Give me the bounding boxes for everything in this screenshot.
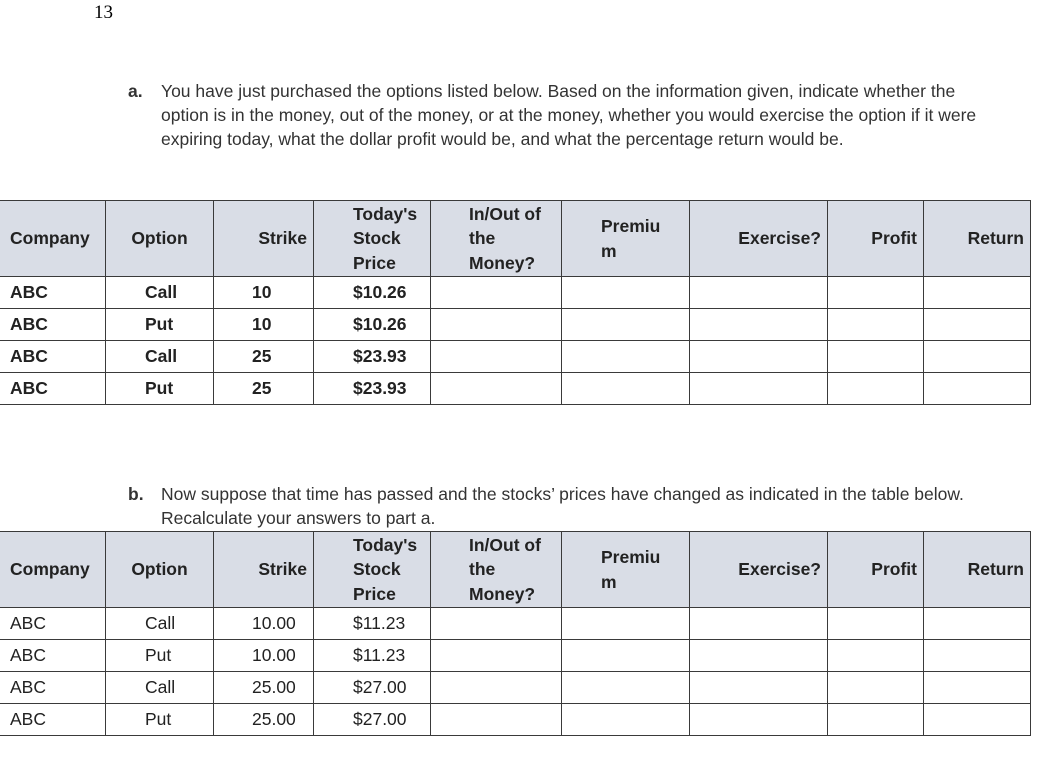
cell-option: Put [106,704,214,736]
header-company: Company [0,532,106,608]
header-money-line3: Money? [469,583,536,604]
cell-company: ABC [0,672,106,704]
cell-exercise[interactable] [690,672,828,704]
header-money-line2: the [469,228,496,249]
header-profit: Profit [828,532,924,608]
cell-return[interactable] [924,672,1031,704]
table-row [0,704,1031,736]
cell-in-out-money[interactable] [431,704,562,736]
cell-stock-price: $10.26 [314,309,431,341]
page-number: 13 [94,2,113,23]
cell-in-out-money[interactable] [431,672,562,704]
cell-profit[interactable] [828,277,924,309]
cell-profit[interactable] [828,373,924,405]
table-row [0,672,1031,704]
cell-premium[interactable] [562,704,690,736]
cell-in-out-money[interactable] [431,640,562,672]
header-money-line2: the [469,559,496,580]
cell-profit[interactable] [828,640,924,672]
cell-company: ABC [0,341,106,373]
cell-strike: 10 [214,277,314,309]
header-premium-line1: Premiu [601,547,661,567]
header-premium [562,532,690,608]
table-row [0,309,1031,341]
cell-premium[interactable] [562,309,690,341]
cell-strike: 25.00 [214,672,314,704]
cell-strike: 10 [214,309,314,341]
cell-exercise[interactable] [690,704,828,736]
question-b-text: Now suppose that time has passed and the stocks’ prices have changed as indicated in the table below. Recalculate your answers to part a. [161,484,964,528]
cell-stock-price: $23.93 [314,373,431,405]
cell-stock-price: $27.00 [314,704,431,736]
cell-in-out-money[interactable] [431,341,562,373]
header-price-line1: Today's [353,534,418,555]
cell-return[interactable] [924,373,1031,405]
cell-stock-price: $11.23 [314,640,431,672]
cell-company: ABC [0,277,106,309]
cell-premium[interactable] [562,672,690,704]
question-b-letter: b. [128,484,144,504]
header-price-line2: Stock [353,559,401,580]
header-price-line1: Today's [353,203,418,224]
cell-in-out-money[interactable] [431,373,562,405]
cell-profit[interactable] [828,608,924,640]
question-a-letter: a. [128,81,143,101]
cell-company: ABC [0,373,106,405]
cell-option: Call [106,608,214,640]
cell-stock-price: $23.93 [314,341,431,373]
cell-profit[interactable] [828,309,924,341]
cell-return[interactable] [924,640,1031,672]
cell-stock-price: $10.26 [314,277,431,309]
cell-exercise[interactable] [690,640,828,672]
cell-strike: 10.00 [214,640,314,672]
header-strike: Strike [214,201,314,277]
header-premium [562,201,690,277]
cell-strike: 25 [214,373,314,405]
header-price-line3: Price [353,583,396,604]
header-price-line2: Stock [353,228,401,249]
header-premium-line2: m [601,240,617,261]
table-row [0,277,1031,309]
cell-strike: 25.00 [214,704,314,736]
header-option: Option [106,201,214,277]
cell-return[interactable] [924,704,1031,736]
cell-premium[interactable] [562,640,690,672]
cell-company: ABC [0,704,106,736]
header-money-line3: Money? [469,252,536,273]
cell-exercise[interactable] [690,608,828,640]
header-stock-price [314,201,431,277]
header-premium-line2: m [601,571,617,592]
question-a-text: You have just purchased the options listed below. Based on the information given, indicate whether the option is in the money, out of the money, or at the money, whether you would exercise the option if it were expiring today, what the dollar profit would be, and what the percentage return would be. [161,81,977,149]
cell-option: Call [106,341,214,373]
table-row [0,608,1031,640]
header-exercise: Exercise? [690,532,828,608]
header-exercise: Exercise? [690,201,828,277]
table-row [0,373,1031,405]
cell-in-out-money[interactable] [431,608,562,640]
cell-option: Call [106,277,214,309]
cell-premium[interactable] [562,608,690,640]
cell-return[interactable] [924,309,1031,341]
cell-exercise[interactable] [690,277,828,309]
cell-in-out-money[interactable] [431,309,562,341]
cell-in-out-money[interactable] [431,277,562,309]
header-row [0,532,1031,608]
header-in-out-money [431,201,562,277]
header-money-line1: In/Out of [469,534,541,555]
cell-stock-price: $27.00 [314,672,431,704]
cell-strike: 10.00 [214,608,314,640]
cell-premium[interactable] [562,341,690,373]
cell-strike: 25 [214,341,314,373]
cell-company: ABC [0,640,106,672]
question-b [128,482,988,530]
header-premium-line1: Premiu [601,216,661,236]
header-strike: Strike [214,532,314,608]
options-table-a [0,200,1031,405]
header-money-line1: In/Out of [469,203,541,224]
header-return: Return [924,201,1031,277]
cell-profit[interactable] [828,704,924,736]
cell-option: Put [106,640,214,672]
header-option: Option [106,532,214,608]
header-row [0,201,1031,277]
cell-premium[interactable] [562,277,690,309]
cell-stock-price: $11.23 [314,608,431,640]
cell-return[interactable] [924,341,1031,373]
cell-company: ABC [0,608,106,640]
header-profit: Profit [828,201,924,277]
header-company: Company [0,201,106,277]
cell-exercise[interactable] [690,309,828,341]
cell-profit[interactable] [828,672,924,704]
header-price-line3: Price [353,252,396,273]
cell-return[interactable] [924,277,1031,309]
cell-company: ABC [0,309,106,341]
cell-return[interactable] [924,608,1031,640]
cell-option: Put [106,373,214,405]
cell-premium[interactable] [562,373,690,405]
header-return: Return [924,532,1031,608]
cell-option: Put [106,309,214,341]
cell-exercise[interactable] [690,373,828,405]
cell-profit[interactable] [828,341,924,373]
cell-option: Call [106,672,214,704]
options-table-b [0,531,1031,736]
question-a [128,79,988,151]
table-row [0,341,1031,373]
header-in-out-money [431,532,562,608]
table-row [0,640,1031,672]
cell-exercise[interactable] [690,341,828,373]
header-stock-price [314,532,431,608]
